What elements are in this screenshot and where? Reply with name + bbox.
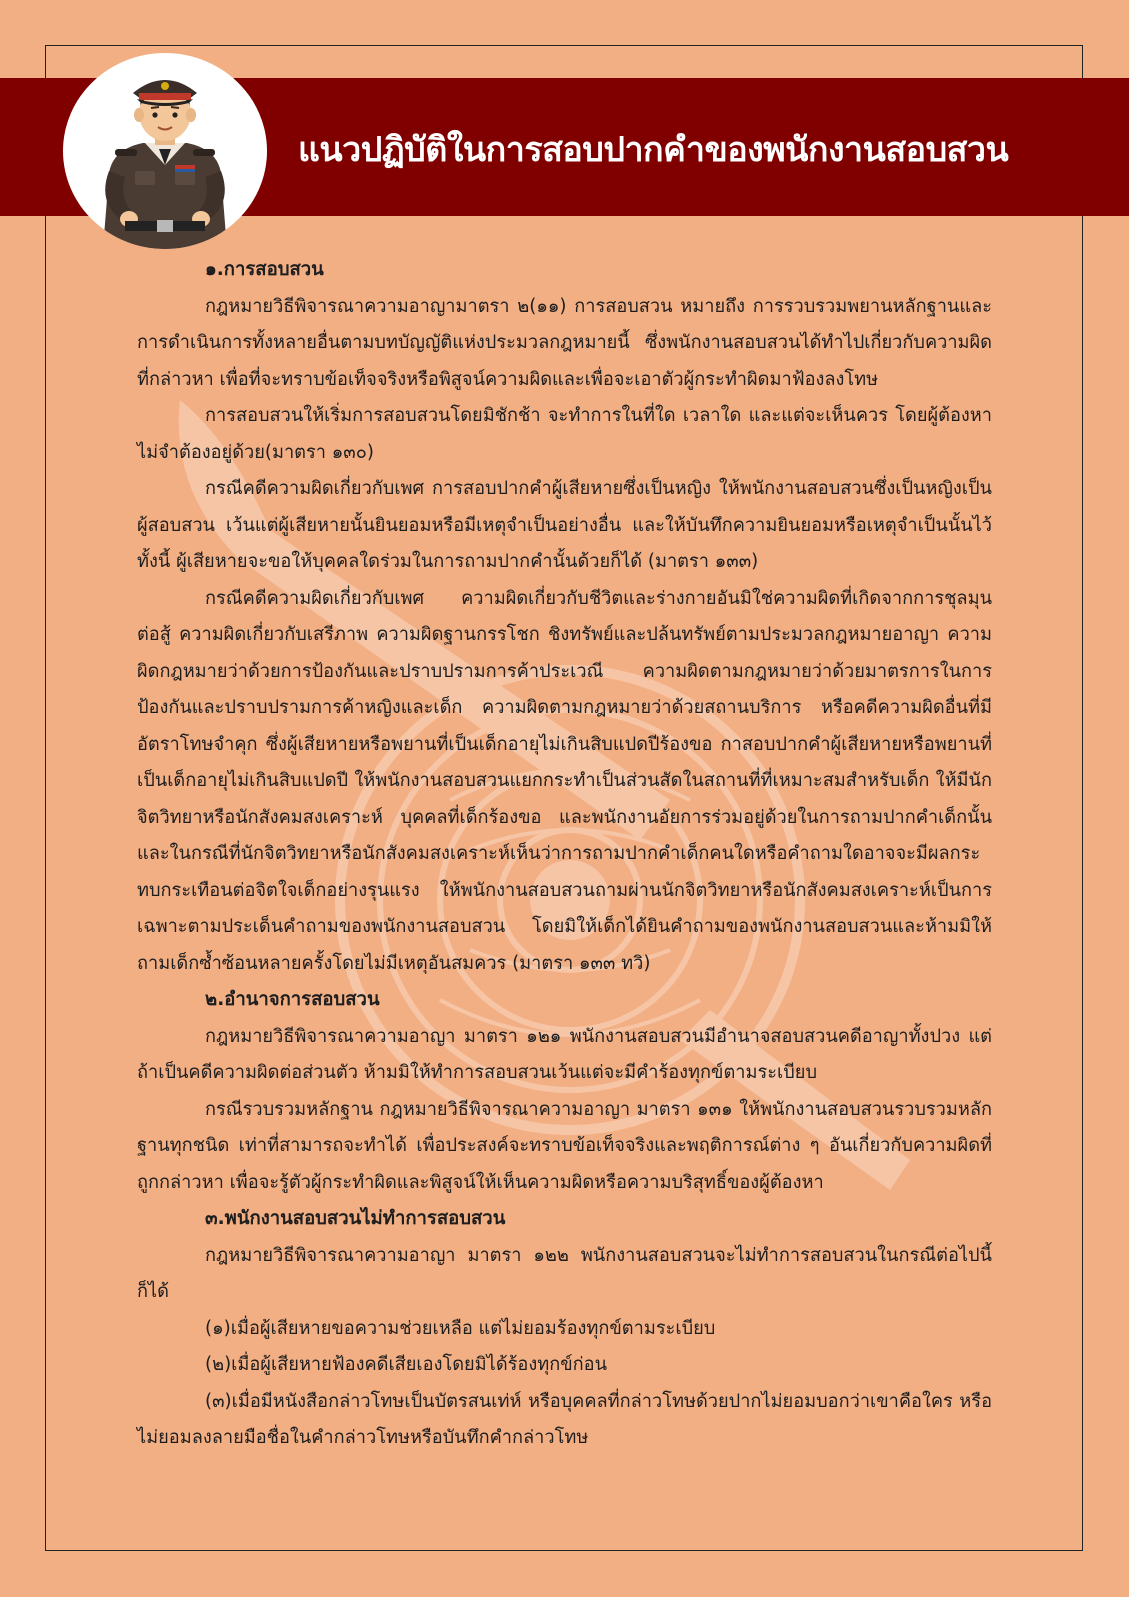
paragraph: กฎหมายวิธีพิจารณาความอาญามาตรา ๒(๑๑) การสอบสวน หมายถึง การรวบรวมพยานหลักฐานและการดำเนินการทั้งหลายอื่นตามบทบัญญัติแห่งประมวลกฎหมายนี้ ซึ่งพนักงานสอบสวนได้ทำไปเกี่ยวกับความผิดที่กล่าวหา เพื่อที่จะทราบข้อเท็จจริงหรือพิสูจน์ความผิดและเพื่อจะเอาตัวผู้กระทำผิดมาฟ้องลงโทษ [137, 295, 992, 390]
page-title: แนวปฏิบัติในการสอบปากคำของพนักงานสอบสวน [298, 130, 1009, 170]
police-officer-avatar-icon [63, 53, 267, 249]
paragraph: กรณีรวบรวมหลักฐาน กฎหมายวิธีพิจารณาความอาญา มาตรา ๑๓๑ ให้พนักงานสอบสวนรวบรวมหลักฐานทุกชนิด เท่าที่สามารถจะทำได้ เพื่อประสงค์จะทราบข้อเท็จจริงและพฤติการณ์ต่าง ๆ อันเกี่ยวกับความผิดที่ถูกกล่าวหา เพื่อจะรู้ตัวผู้กระทำผิดและพิสูจน์ให้เห็นความผิดหรือความบริสุทธิ์ของผู้ต้องหา [137, 1098, 992, 1193]
section-heading: ๑.การสอบสวน [205, 259, 324, 280]
paragraph: กฎหมายวิธีพิจารณาความอาญา มาตรา ๑๒๑ พนักงานสอบสวนมีอำนาจสอบสวนคดีอาญาทั้งปวง แต่ถ้าเป็นคดีความผิดต่อส่วนตัว ห้ามมิให้ทำการสอบสวนเว้นแต่จะมีคำร้องทุกข์ตามระเบียบ [137, 1025, 992, 1083]
list-item: (๒)เมื่อผู้เสียหายฟ้องคดีเสียเองโดยมิได้ร้องทุกข์ก่อน [205, 1354, 608, 1375]
list-item: (๑)เมื่อผู้เสียหายขอความช่วยเหลือ แต่ไม่ยอมร้องทุกข์ตามระเบียบ [205, 1317, 716, 1339]
document-body [137, 252, 992, 1457]
paragraph: กรณีคดีความผิดเกี่ยวกับเพศ การสอบปากคำผู้เสียหายซึ่งเป็นหญิง ให้พนักงานสอบสวนซึ่งเป็นหญิงเป็นผู้สอบสวน เว้นแต่ผู้เสียหายนั้นยินยอมหรือมีเหตุจำเป็นอย่างอื่น และให้บันทึกความยินยอมหรือเหตุจำเป็นนั้นไว้ ทั้งนี้ ผู้เสียหายจะขอให้บุคคลใดร่วมในการถามปากคำนั้นด้วยก็ได้ (มาตรา ๑๓๓) [137, 478, 992, 572]
paragraph: การสอบสวนให้เริ่มการสอบสวนโดยมิชักช้า จะทำการในที่ใด เวลาใด และแต่จะเห็นควร โดยผู้ต้องหาไม่จำต้องอยู่ด้วย(มาตรา ๑๓๐) [137, 405, 992, 463]
section-heading: ๓.พนักงานสอบสวนไม่ทำการสอบสวน [205, 1208, 506, 1229]
list-item: (๓)เมื่อมีหนังสือกล่าวโทษเป็นบัตรสนเท่ห์ หรือบุคคลที่กล่าวโทษด้วยปากไม่ยอมบอกว่าเขาคือใคร หรือไม่ยอมลงลายมือชื่อในคำกล่าวโทษหรือบันทึกคำกล่าวโทษ [137, 1390, 992, 1448]
paragraph: กรณีคดีความผิดเกี่ยวกับเพศ ความผิดเกี่ยวกับชีวิตและร่างกายอันมิใช่ความผิดที่เกิดจากการชุลมุนต่อสู้ ความผิดเกี่ยวกับเสรีภาพ ความผิดฐานกรรโชก ชิงทรัพย์และปล้นทรัพย์ตามประมวลกฎหมายอาญา ความผิดกฎหมายว่าด้วยการป้องกันและปราบปรามการค้าประเวณี ความผิดตามกฎหมายว่าด้วยมาตรการในการป้องกันและปราบปรามการค้าหญิงและเด็ก ความผิดตามกฎหมายว่าด้วยสถานบริการ หรือคดีความผิดอื่นที่มีอัตราโทษจำคุก ซึ่งผู้เสียหายหรือพยานที่เป็นเด็กอายุไม่เกินสิบแปดปีร้องขอ กาสอบปากคำผู้เสียหายหรือพยานที่เป็นเด็กอายุไม่เกินสิบแปดปี ให้พนักงานสอบสวนแยกกระทำเป็นส่วนสัดในสถานที่ที่เหมาะสมสำหรับเด็ก ให้มีนักจิตวิทยาหรือนักสังคมสงเคราะห์ บุคคลที่เด็กร้องขอ และพนักงานอัยการร่วมอยู่ด้วยในการถามปากคำเด็กนั้น และในกรณีที่นักจิตวิทยาหรือนักสังคมสงเคราะห์เห็นว่าการถามปากคำเด็กคนใดหรือคำถามใดอาจจะมีผลกระทบกระเทือนต่อจิตใจเด็กอย่างรุนแรง ให้พนักงานสอบสวนถามผ่านนักจิตวิทยาหรือนักสังคมสงเคราะห์เป็นการเฉพาะตามประเด็นคำถามของพนักงานสอบสวน โดยมิให้เด็กได้ยินคำถามของพนักงานสอบสวนและห้ามมิให้ถามเด็กซ้ำซ้อนหลายครั้งโดยไม่มีเหตุอันสมควร (มาตรา ๑๓๓ ทวิ) [137, 587, 992, 974]
section-heading: ๒.อำนาจการสอบสวน [205, 989, 380, 1010]
paragraph: กฎหมายวิธีพิจารณาความอาญา มาตรา ๑๒๒ พนักงานสอบสวนจะไม่ทำการสอบสวนในกรณีต่อไปนี้ก็ได้ [137, 1244, 992, 1302]
